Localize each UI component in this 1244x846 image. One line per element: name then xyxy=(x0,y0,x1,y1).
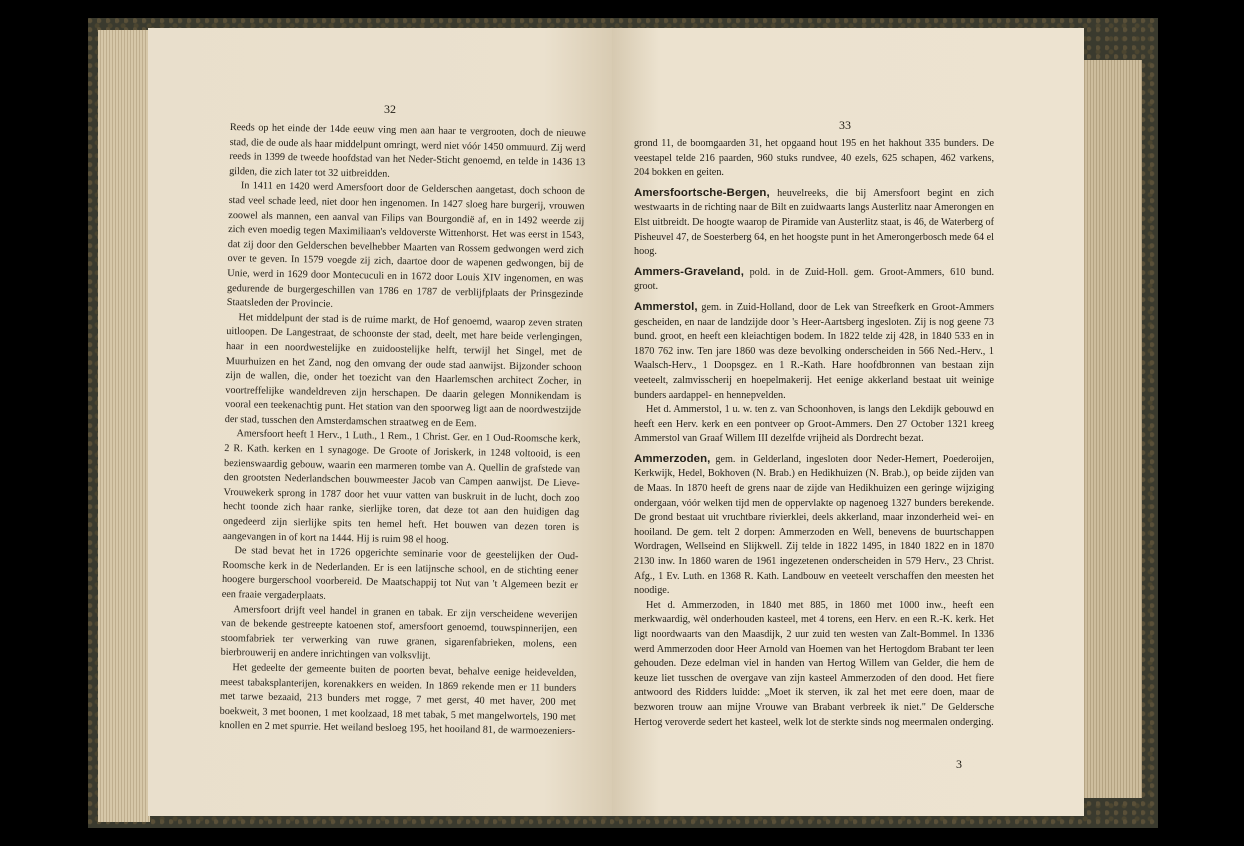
headword: Ammers-Graveland, xyxy=(634,265,744,278)
entry-paragraph xyxy=(634,265,994,295)
right-page xyxy=(612,28,1084,816)
entry-text: pold. in de Zuid-Holl. gem. Groot-Ammers, 610 bund. groot. xyxy=(634,266,994,293)
paragraph: grond 11, de boomgaarden 31, het opgaand hout 195 en het hakhout 335 bunders. De veestapel telde 216 paarden, 960 stuks rundvee, 40 ezels, 625 schapen, 462 varkens, 204 bokken en geiten. xyxy=(634,138,994,179)
page-number-right: 33 xyxy=(839,118,851,132)
entry-ammerzoden xyxy=(634,452,994,730)
left-page xyxy=(148,28,614,816)
headword: Ammerstol, xyxy=(634,300,698,313)
paragraph: Het d. Ammerzoden, in 1840 met 885, in 1860 met 1000 inw., heeft een merkwaardig, wèl onderhouden kasteel, met 4 torens, een Herv. en een R.-K. kerk. Het ligt noordwaarts van den Maasdijk, 2 uur zuid ten westen van Zalt-Bommel. In 1336 werd Ammerzoden door Heer Arnold van Hoemen van het Hertogdom Brabant ter leen gehouden. Deze edelman viel in handen van Hertog Willem van Gelder, die hem de keuze liet tusschen de overgave van zijn kasteel Ammerzoden of den dood. Het fiere antwoord des Ridders luidde: „Moet ik sterven, ik zal het met eere doen, maar de bezworen trouw aan mijne Vrouwe van Brabant verbreek ik niet." De Geldersche Hertog veroverde sedert het kasteel, welk lot de sterkte sinds nog meermalen onderging. xyxy=(634,599,994,728)
signature-mark: 3 xyxy=(956,757,962,771)
paragraph: Amersfoort heeft 1 Herv., 1 Luth., 1 Rem., 1 Christ. Ger. en 1 Oud-Roomsche kerk, 2 R. Kath. kerken en 1 synagoge. De Groote of Joriskerk, in 1248 voltooid, is een bezienswaardig gebouw, waarin een marmeren tombe van A. Quellin de grafstede van den grootsten Nederlandschen bouwmeester Jacob van Campen aanwijst. De Lieve-Vrouwekerk sprong in 1787 door het vuur vatten van buskruit in de lucht, doch zoo hecht toonde zich haar ranke, sierlijke toren, dat deze tot aan den huidigen dag ongedeerd zijn sierlijke spits ten hemel heft. Het bouwen van dezen toren is aangevangen in of kort na 1444. Hij is ruim 98 el hoog. xyxy=(222,428,581,546)
paragraph: Het middelpunt der stad is de ruime markt, de Hof genoemd, waarop zeven straten uitloopen. De Langestraat, de schoonste der stad, deelt, met hare beide verlengingen, haar in een noordwestelijke en zuidoostelijke helft, terwijl het Singel, met de Muurhuizen en het Zand, nog den omvang der oude stad aanwijst. Bijzonder schoon zijn de wallen, die, onder het toezicht van den Haarlemschen architect Zocher, in voortreffelijke wandeldreven zijn herschapen. De daarin gelegen Monnikendam is vooral een teekenachtig punt. Het station van den spoorweg ligt aan de noordwestzijde der stad, tusschen den Amsterdamschen straatweg en de Eem. xyxy=(224,311,583,430)
right-page-text xyxy=(634,137,994,730)
headword: Ammerzoden, xyxy=(634,452,711,465)
entry-paragraph xyxy=(634,452,994,599)
paragraph: Het d. Ammerstol, 1 u. w. ten z. van Schoonhoven, is langs den Lekdijk gebouwd en heeft een Herv. kerk en een pontveer op Groot-Ammers. Den 27 October 1321 kreeg Ammerstol van Graaf Willem III dezelfde vrijheid als Dordrecht bezat. xyxy=(634,404,994,445)
entry-text: gem. in Gelderland, ingesloten door Neder-Hemert, Poederoijen, Kerkwijk, Hedel, Bokhoven (N. Brab.) en Hedikhuizen (N. Brab.), op beide zijden van de Maas. In 1870 heeft de grens naar de zijde van Hedikhuizen een geringe wijziging ondergaan, vóór welken tijd men de oppervlakte op nagenoeg 1327 bunders berekende. De grond bestaat uit vruchtbare rivierklei, deels akkerland, maar inzonderheid wei- en hooiland. De gem. telt 2 dorpen: Ammerzoden en Well, benevens de buurtschappen Wordragen, Wellseind en Slijkwell. Zij telde in 1822 1495, in 1840 1822 en in 1870 2130 inw. In 1860 waren de 1961 ingezetenen onderscheiden in 579 Herv., 23 Christ. Afg., 1 Ev. Luth. en 1368 R. Kath. Landbouw en veeteelt verschaffen den meesten het noodige. xyxy=(634,453,994,597)
left-page-text xyxy=(219,121,586,740)
paragraph: Het gedeelte der gemeente buiten de poorten bevat, behalve eenige heidevelden, meest tabaksplanterijen, korenakkers en weiden. In 1869 rekende men er 11 bunders met tarwe bezaaid, 213 bunders met rogge, 7 met gerst, 40 met haver, 200 met boekweit, 3 met boonen, 1 met koolzaad, 18 met tabak, 5 met mangelwortels, 190 met knollen en 2 met spurrie. Het weiland besloeg 195, het hooiland 81, de warmoezeniers- xyxy=(219,662,577,738)
entry-ammerstol xyxy=(634,300,994,447)
paragraph: De stad bevat het in 1726 opgerichte seminarie voor de geestelijken der Oud-Roomsche kerk in de Nederlanden. Er is een latijnsche school, en de stichting eener hoogere burgerschool voorbereid. De Maatschappij tot Nut van 't Algemeen bezit er een fraaie vergaderplaats. xyxy=(221,545,579,602)
entry-text: heuvelreeks, die bij Amersfoort begint en zich westwaarts in de richting naar de Bilt en zuidwaarts langs Austerlitz naar Amerongen en Elst uitbreidt. De hoogte waarop de Piramide van Austerlitz staat, is 46, de Waterberg of Pisheuvel 47, de Soesterberg 64, en het hoogste punt in het Amerongerbosch mede 64 el hoog. xyxy=(634,187,994,258)
entry-amersfoortsche-bergen xyxy=(634,186,994,260)
paragraph: In 1411 en 1420 werd Amersfoort door de Gelderschen aangetast, doch schoon de stad veel schade leed, niet door hen ingenomen. In 1427 sloeg hare burgerij, vrouwen zoowel als mannen, een aanval van Filips van Bourgondië af, en in 1492 weerde zij zich even moedig tegen Maximiliaan's veldoverste Wittenhorst. Het was eerst in 1543, dat zij door den Gelderschen bevelhebber Maarten van Rossem gedwongen werd zich over te geven. In 1579 voegde zij zich, daartoe door de wapenen gedwongen, bij de Unie, werd in 1629 door Montecuculi en in 1672 door Louis XIV ingenomen, en was gedurende de burgergeschillen van 1786 en 1787 de verblijfplaats der Prinsgezinde Staatsleden der Provincie. xyxy=(226,180,585,310)
page-edges-right xyxy=(1082,60,1142,798)
paragraph: Reeds op het einde der 14de eeuw ving men aan haar te vergrooten, doch de nieuwe stad, die de oude als haar middelpunt omringt, werd niet vóór 1450 ommuurd. Zij werd reeds in 1399 de tweede hoofdstad van het Neder-Sticht genoemd, en telde in 1436 13 gilden, die zich later tot 32 uitbreidden. xyxy=(229,121,586,180)
page-edges-left xyxy=(98,30,150,822)
entry-paragraph xyxy=(634,186,994,260)
entry-ammers-graveland xyxy=(634,265,994,295)
page-number-left: 32 xyxy=(384,102,396,116)
entry-paragraph xyxy=(634,300,994,403)
headword: Amersfoortsche-Bergen, xyxy=(634,186,770,199)
paragraph: Amersfoort drijft veel handel in granen en tabak. Er zijn verscheidene weverijen van de bekende gestreepte katoenen stof, amersfoort genoemd, touwspinnerijen, een stoomfabriek ter verwerking van ruwe granen, sigarenfabrieken, molens, een bierbrouwerij en andere inrichtingen van volksvlijt. xyxy=(220,603,578,662)
entry-text: gem. in Zuid-Holland, door de Lek van Streefkerk en Groot-Ammers gescheiden, en naar de landzijde door 's Heer-Aartsberg ingesloten. Zij is nog geene 73 bund. groot, en heeft een kleiachtigen bodem. In 1822 telde zij 428, in 1840 533 en in 1870 762 inw. Ten jare 1860 was deze bevolking onderscheiden in 566 Ned.-Herv., 1 Waalsch-Herv., 1 Doopsgez. en 1 R.-Kath. Hare hoofdbronnen van bestaan zijn veeteelt, zalmvisscherij en hoepelmakerij. Het eenige akkerland bestaat uit weinige bunders aardappel- en hennepvelden. xyxy=(634,301,994,401)
